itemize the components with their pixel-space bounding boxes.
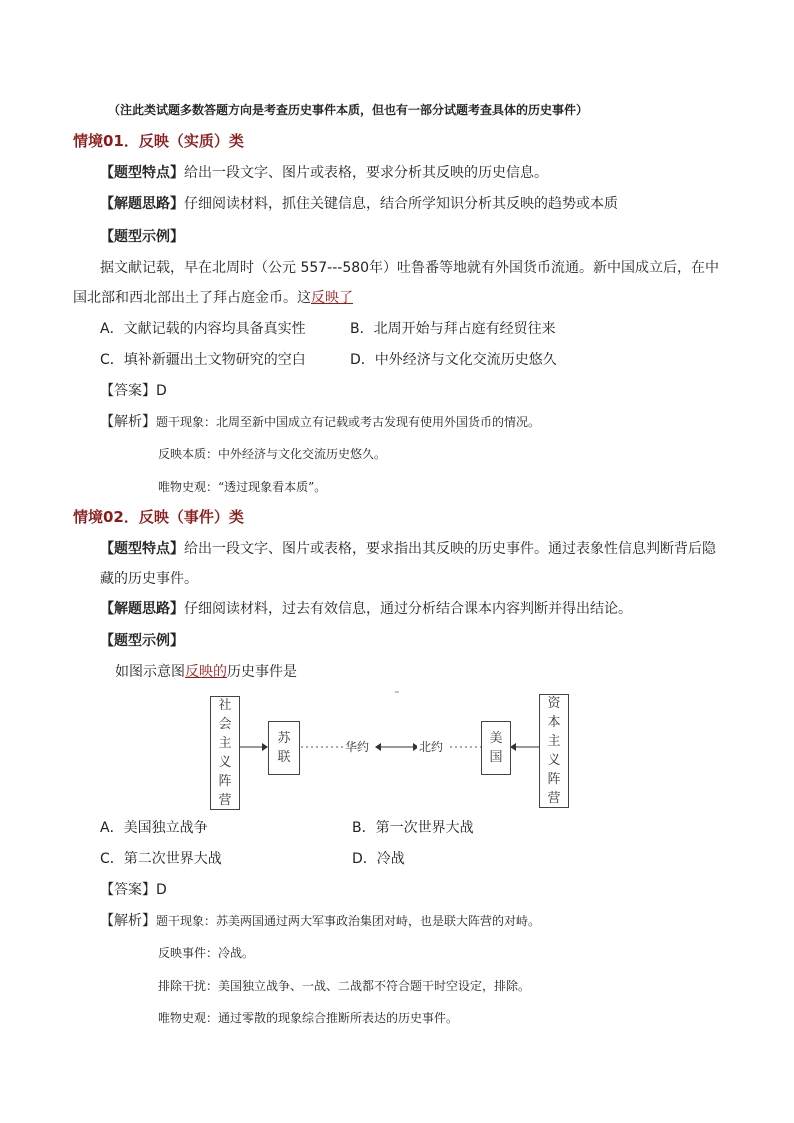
s2-analysis-line3: 排除干扰：美国独立战争、一战、二战都不符合题干时空设定，排除。 [158, 979, 531, 993]
s2-option-b: B．第一次世界大战 [352, 820, 474, 836]
s1-option-a: A．文献记载的内容均具备真实性 [100, 321, 306, 337]
s1-example-tag: 【题型示例】 [100, 229, 184, 245]
ussr-char: 联 [277, 750, 291, 765]
s1-analysis-line1 [100, 412, 540, 432]
s1-analysis-tag: 【解析】 [100, 414, 156, 430]
s2-approach-tag: 【解题思路】 [100, 601, 184, 617]
capitalist-camp-char: 阵 [547, 772, 561, 787]
s2-question-prefix: 如图示意图 [115, 664, 185, 680]
ussr-box [268, 721, 300, 775]
s2-analysis-line2: 反映事件：冷战。 [158, 946, 255, 960]
capitalist-camp-box [539, 694, 569, 808]
s1-approach-line [100, 194, 618, 214]
s2-example-tag: 【题型示例】 [100, 633, 184, 649]
capitalist-camp-char: 本 [547, 715, 561, 730]
socialist-camp-char: 义 [218, 755, 232, 770]
socialist-camp-char: 社 [218, 698, 232, 713]
s2-approach-line [100, 599, 632, 619]
s2-option-d: D．冷战 [352, 851, 405, 867]
s2-analysis-text1: 题干现象：苏美两国通过两大军事政治集团对峙，也是联大阵营的对峙。 [156, 914, 541, 928]
s2-question-suffix: 历史事件是 [227, 664, 297, 680]
s1-answer: 【答案】D [100, 383, 167, 399]
nato-label: 北约 [419, 740, 444, 754]
socialist-camp-char: 营 [218, 793, 232, 808]
capitalist-camp-char: 营 [547, 791, 561, 806]
diagram-connectors [205, 690, 575, 810]
s2-analysis-line4: 唯物史观：通过零散的现象综合推断所表达的历史事件。 [158, 1011, 459, 1025]
s1-analysis-text1: 题干现象：北周至新中国成立有记载或考古发现有使用外国货币的情况。 [156, 415, 541, 429]
capitalist-camp-char: 主 [547, 734, 561, 749]
s2-approach-text: 仔细阅读材料，过去有效信息，通过分析结合课本内容判断并得出结论。 [184, 601, 632, 617]
s1-option-b: B．北周开始与拜占庭有经贸往来 [350, 321, 556, 337]
s1-feature-text: 给出一段文字、图片或表格，要求分析其反映的历史信息。 [184, 165, 548, 181]
s2-analysis-line1 [100, 911, 540, 931]
usa-char: 美 [489, 731, 503, 746]
usa-box [481, 721, 511, 775]
s1-approach-tag: 【解题思路】 [100, 196, 184, 212]
s2-feature-line2: 藏的历史事件。 [100, 571, 198, 587]
s1-option-c: C．填补新疆出土文物研究的空白 [100, 352, 306, 368]
socialist-camp-box [210, 696, 240, 810]
s1-question-line2 [73, 288, 353, 308]
s1-feature-line [100, 163, 548, 183]
s2-feature-text1: 给出一段文字、图片或表格，要求指出其反映的历史事件。通过表象性信息判断背后隐 [184, 541, 716, 557]
warsaw-pact-label: 华约 [345, 740, 370, 754]
socialist-camp-char: 主 [218, 736, 232, 751]
intro-note: （注此类试题多数答题方向是考查历史事件本质，但也有一部分试题考查具体的历史事件） [108, 103, 589, 117]
section1-heading: 情境01．反映（实质）类 [73, 132, 244, 150]
cold-war-diagram [205, 690, 575, 810]
socialist-camp-char: 会 [218, 717, 232, 732]
usa-char: 国 [489, 750, 503, 765]
s1-feature-tag: 【题型特点】 [100, 165, 184, 181]
capitalist-camp-char: 义 [547, 753, 561, 768]
section2-heading: 情境02．反映（事件）类 [73, 508, 244, 526]
s2-analysis-tag: 【解析】 [100, 913, 156, 929]
s1-analysis-line2: 反映本质：中外经济与文化交流历史悠久。 [158, 447, 387, 461]
double-arrow-left-head [375, 743, 381, 751]
s1-analysis-line3: 唯物史观：“透过现象看本质”。 [158, 480, 327, 494]
s2-feature-line1 [100, 539, 716, 559]
s2-question-line [115, 662, 297, 682]
s1-question-highlight: 反映了 [311, 290, 353, 306]
s2-option-a: A．美国独立战争 [100, 820, 208, 836]
s1-option-d: D．中外经济与文化交流历史悠久 [350, 352, 557, 368]
s2-feature-tag: 【题型特点】 [100, 541, 184, 557]
s1-approach-text: 仔细阅读材料，抓住关键信息，结合所学知识分析其反映的趋势或本质 [184, 196, 618, 212]
s2-answer: 【答案】D [100, 882, 167, 898]
s2-question-highlight: 反映的 [185, 664, 227, 680]
socialist-camp-char: 阵 [218, 774, 232, 789]
capitalist-camp-char: 资 [547, 696, 561, 711]
ussr-char: 苏 [277, 731, 291, 746]
s1-question-prefix: 国北部和西北部出土了拜占庭金币。这 [73, 290, 311, 306]
s1-question-line1: 据文献记载，早在北周时（公元 557---580年）吐鲁番等地就有外国货币流通。新中国成立后，在中 [100, 260, 720, 276]
s2-option-c: C．第二次世界大战 [100, 851, 222, 867]
